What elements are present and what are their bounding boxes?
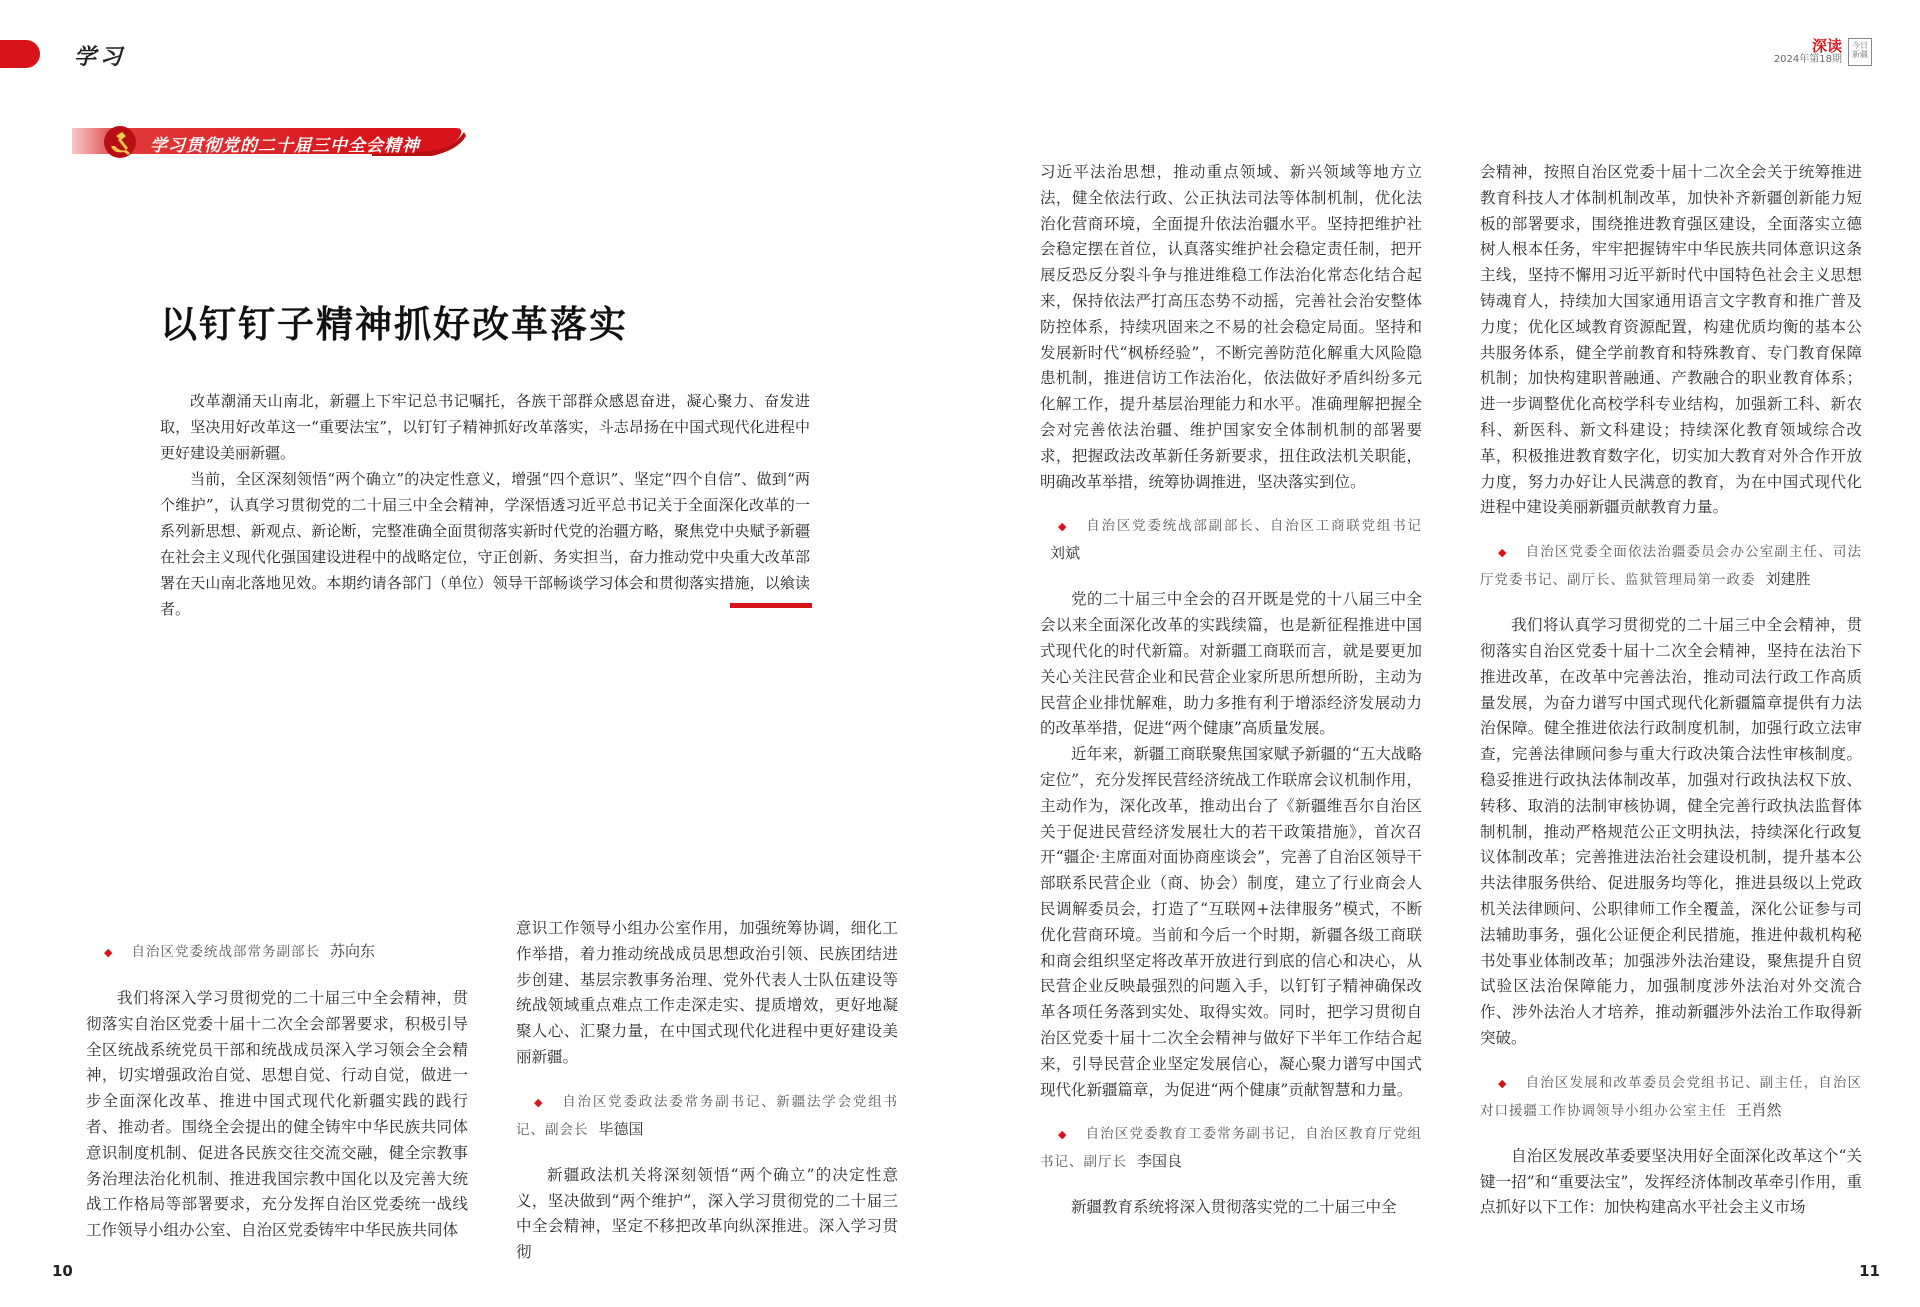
column-1 bbox=[86, 938, 468, 1244]
brand-stamp: 今日新疆 bbox=[1848, 38, 1872, 66]
topic-banner-text: 学习贯彻党的二十届三中全会精神 bbox=[150, 136, 420, 156]
author-name: 毕德国 bbox=[598, 1119, 644, 1138]
author-byline bbox=[1040, 513, 1422, 567]
diamond-icon: ◆ bbox=[534, 1095, 545, 1109]
diamond-icon: ◆ bbox=[1498, 1076, 1508, 1090]
intro-paragraph: 当前，全区深刻领悟“两个确立”的决定性意义，增强“四个意识”、坚定“四个自信”、做到“两个维护”，认真学习贯彻党的二十届三中全会精神，学深悟透习近平总书记关于全面深化改革的一系列新思想、新观点、新论断，完整准确全面贯彻落实新时代党的治疆方略，聚焦党中央赋予新疆在社会主义现代化强国建设进程中的战略定位，守正创新、务实担当，奋力推动党中央重大改革部署在天山南北落地见效。本期约请各部门（单位）领导干部畅谈学习体会和贯彻落实措施，以飨读者。 bbox=[160, 470, 810, 618]
author-title: 自治区党委统战部常务副部长 bbox=[131, 944, 320, 960]
article-paragraph: 新疆政法机关将深刻领悟“两个确立”的决定性意义，坚决做到“两个维护”，深入学习贯彻党的二十届三中全会精神，坚定不移把改革向纵深推进。深入学习贯彻 bbox=[516, 1165, 898, 1262]
author-title: 自治区党委全面依法治疆委员会办公室副主任、司法厅党委书记、副厅长、监狱管理局第一政委 bbox=[1480, 544, 1862, 589]
column-4 bbox=[1480, 160, 1862, 1221]
column-3 bbox=[1040, 160, 1422, 1221]
article-paragraph: 会精神，按照自治区党委十届十二次全会关于统筹推进教育科技人才体制机制改革，加快补齐新疆创新能力短板的部署要求，围绕推进教育强区建设，全面落实立德树人根本任务，牢牢把握铸牢中华民族共同体意识这条主线，坚持不懈用习近平新时代中国特色社会主义思想铸魂育人，持续加大国家通用语言文字教育和推广普及力度；优化区域教育资源配置，构建优质均衡的基本公共服务体系，健全学前教育和特殊教育、专门教育保障机制；加快构建职普融通、产教融合的职业教育体系；进一步调整优化高校学科专业结构，加强新工科、新农科、新医科、新文科建设；持续深化教育领域综合改革，积极推进教育数字化，切实加大教育对外合作开放力度，努力办好让人民满意的教育，为在中国式现代化进程中建设美丽新疆贡献教育力量。 bbox=[1480, 163, 1862, 517]
brand-name: 深读 bbox=[1811, 37, 1842, 55]
author-name: 刘斌 bbox=[1050, 544, 1081, 563]
author-name: 李国良 bbox=[1137, 1152, 1183, 1171]
article-paragraph: 意识工作领导小组办公室作用，加强统筹协调，细化工作举措，着力推动统战成员思想政治引领、民族团结进步创建、基层宗教事务治理、党外代表人士队伍建设等统战领域重点难点工作走深走实、提质增效，更好地凝聚人心、汇聚力量，在中国式现代化进程中更好建设美丽新疆。 bbox=[516, 919, 898, 1066]
author-title: 自治区党委教育工委常务副书记，自治区教育厅党组书记、副厅长 bbox=[1040, 1126, 1422, 1171]
intro-accent-rule bbox=[730, 603, 812, 608]
author-title: 自治区发展和改革委员会党组书记、副主任，自治区对口援疆工作协调领导小组办公室主任 bbox=[1480, 1074, 1862, 1119]
author-name: 王肖然 bbox=[1736, 1100, 1782, 1119]
author-name: 苏向东 bbox=[329, 942, 375, 960]
author-byline bbox=[1040, 1121, 1422, 1175]
article-paragraph: 我们将认真学习贯彻党的二十届三中全会精神，贯彻落实自治区党委十届十二次全会精神，坚持在法治下推进改革，在改革中完善法治，推动司法行政工作高质量发展，为奋力谱写中国式现代化新疆篇章提供有力法治保障。健全推进依法行政制度机制，加强行政立法审查，完善法律顾问参与重大行政决策合法性审核制度。稳妥推进行政执法体制改革，加强对行政执法权下放、转移、取消的法制审核协调，健全完善行政执法监督体制机制，推动严格规范公正文明执法，持续深化行政复议体制改革；完善推进法治社会建设机制，提升基本公共法律服务供给、促进服务均等化，推进县级以上党政机关法律顾问、公职律师工作全覆盖，深化公证参与司法辅助事务，强化公证便企利民措施，推进仲裁机构秘书处事业体制改革；加强涉外法治建设，聚焦提升自贸试验区法治保障能力，加强制度涉外法治对外交流合作、涉外法治人才培养，推动新疆涉外法治工作取得新突破。 bbox=[1480, 616, 1862, 1047]
diamond-icon: ◆ bbox=[1498, 546, 1508, 560]
issue-number: 2024年第18期 bbox=[1773, 54, 1842, 65]
article-headline: 以钉钉子精神抓好改革落实 bbox=[160, 303, 628, 346]
page-number-right: 11 bbox=[1859, 1262, 1880, 1280]
article-intro bbox=[160, 388, 810, 622]
diamond-icon: ◆ bbox=[1058, 520, 1069, 534]
author-title: 自治区党委政法委常务副书记、新疆法学会党组书记、副会长 bbox=[516, 1093, 898, 1138]
page-number-left: 10 bbox=[52, 1262, 73, 1280]
article-paragraph: 我们将深入学习贯彻党的二十届三中全会精神，贯彻落实自治区党委十届十二次全会部署要求，积极引导全区统战系统党员干部和统战成员深入学习领会全会精神，切实增强政治自觉、思想自觉、行动自觉，做进一步全面深化改革、推进中国式现代化新疆实践的践行者、推动者。围绕全会提出的健全铸牢中华民族共同体意识制度机制、促进各民族交往交流交融，健全宗教事务治理法治化机制、推进我国宗教中国化以及完善大统战工作格局等部署要求，充分发挥自治区党委统一战线工作领导小组办公室、自治区党委铸牢中华民族共同体 bbox=[86, 989, 468, 1240]
column-2 bbox=[516, 916, 898, 1266]
article-paragraph: 近年来，新疆工商联聚焦国家赋予新疆的“五大战略定位”，充分发挥民营经济统战工作联席会议机制作用，主动作为，深化改革，推动出台了《新疆维吾尔自治区关于促进民营经济发展壮大的若干政策措施》，首次召开“疆企·主席面对面协商座谈会”，完善了自治区领导干部联系民营企业（商、协会）制度，建立了行业商会人民调解委员会，打造了“互联网+法律服务”模式，不断优化营商环境。当前和今后一个时期，新疆各级工商联和商会组织坚定将改革开放进行到底的信心和决心，从民营企业反映最强烈的问题入手，以钉钉子精神确保改革各项任务落到实处、取得实效。同时，把学习贯彻自治区党委十届十二次全会精神与做好下半年工作结合起来，引导民营企业坚定发展信心，凝心聚力谱写中国式现代化新疆篇章，为促进“两个健康”贡献智慧和力量。 bbox=[1040, 745, 1422, 1099]
party-emblem-icon bbox=[102, 124, 138, 160]
diamond-icon: ◆ bbox=[104, 946, 114, 959]
article-paragraph: 新疆教育系统将深入贯彻落实党的二十届三中全 bbox=[1071, 1198, 1397, 1217]
section-tab-marker bbox=[0, 40, 40, 68]
author-name: 刘建胜 bbox=[1765, 570, 1811, 589]
author-byline bbox=[1480, 1070, 1862, 1124]
article-paragraph: 习近平法治思想，推动重点领域、新兴领域等地方立法，健全依法行政、公正执法司法等体制机制，优化法治化营商环境，全面提升依法治疆水平。坚持把维护社会稳定摆在首位，认真落实维护社会稳定责任制，把开展反恐反分裂斗争与推进维稳工作法治化常态化结合起来，保持依法严打高压态势不动摇，完善社会治安整体防控体系，持续巩固来之不易的社会稳定局面。坚持和发展新时代“枫桥经验”，不断完善防范化解重大风险隐患机制，推进信访工作法治化，依法做好矛盾纠纷多元化解工作，提升基层治理能力和水平。准确理解把握全会对完善依法治疆、维护国家安全体制机制的部署要求，把握政法改革新任务新要求，扭住政法机关职能，明确改革举措，统筹协调推进，坚决落实到位。 bbox=[1040, 163, 1422, 491]
intro-paragraph: 改革潮涌天山南北，新疆上下牢记总书记嘱托，各族干部群众感恩奋进，凝心聚力、奋发进取，坚决用好改革这一“重要法宝”，以钉钉子精神抓好改革落实，斗志昂扬在中国式现代化进程中更好建设美丽新疆。 bbox=[160, 392, 810, 462]
author-byline bbox=[516, 1089, 898, 1143]
magazine-brand bbox=[1774, 38, 1872, 66]
author-title: 自治区党委统战部副部长、自治区工商联党组书记 bbox=[1086, 518, 1422, 535]
author-byline bbox=[86, 938, 468, 966]
author-byline bbox=[1480, 539, 1862, 593]
diamond-icon: ◆ bbox=[1058, 1128, 1068, 1142]
section-title: 学习 bbox=[74, 45, 127, 70]
article-paragraph: 党的二十届三中全会的召开既是党的十八届三中全会以来全面深化改革的实践续篇，也是新征程推进中国式现代化的时代新篇。对新疆工商联而言，就是要更加关心关注民营企业和民营企业家所思所想所盼，主动为民营企业排忧解难，助力多推有利于增添经济发展动力的改革举措，促进“两个健康”高质量发展。 bbox=[1040, 590, 1422, 738]
article-paragraph: 自治区发展改革委要坚决用好全面深化改革这个“关键一招”和“重要法宝”，发挥经济体制改革牵引作用，重点抓好以下工作：加快构建高水平社会主义市场 bbox=[1480, 1146, 1862, 1217]
